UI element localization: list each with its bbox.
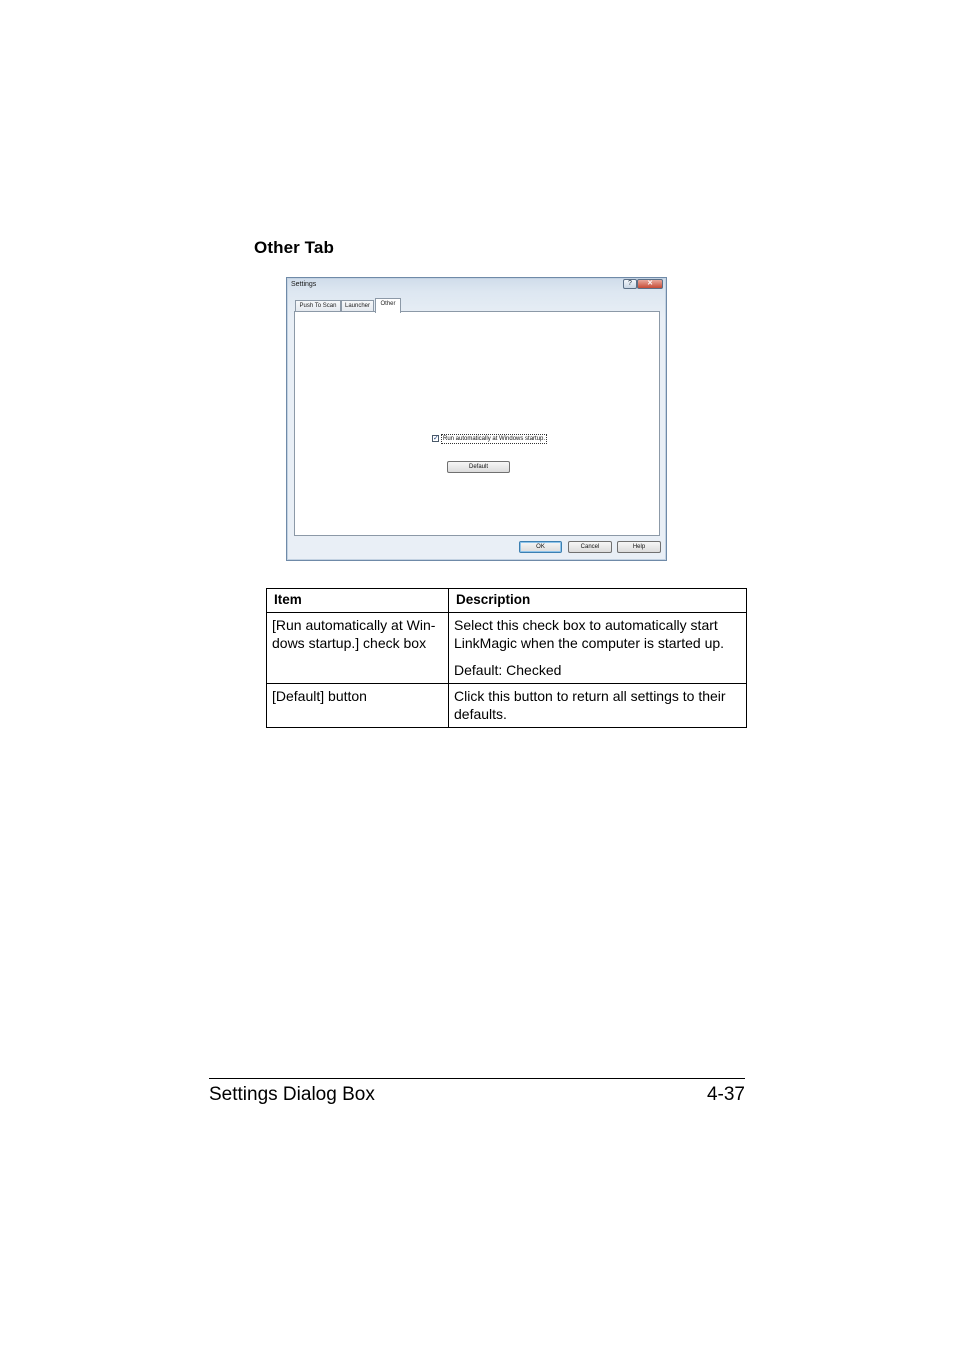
cancel-button[interactable]: Cancel bbox=[568, 541, 612, 553]
section-heading: Other Tab bbox=[254, 238, 334, 257]
page-number: 4-37 bbox=[706, 1084, 745, 1105]
tab-other[interactable]: Other bbox=[375, 298, 401, 313]
table-row bbox=[267, 613, 747, 684]
footer-divider bbox=[209, 1078, 745, 1079]
tab-push-to-scan[interactable]: Push To Scan bbox=[295, 300, 341, 312]
header-item: Item bbox=[267, 589, 449, 613]
default-note: Default: Checked bbox=[454, 662, 562, 678]
close-icon[interactable]: ✕ bbox=[637, 279, 663, 289]
checkbox-check-icon[interactable]: ✓ bbox=[433, 435, 439, 442]
description-table bbox=[266, 588, 747, 728]
tab-panel-other bbox=[294, 311, 660, 536]
help-button[interactable]: Help bbox=[617, 541, 661, 553]
row-description bbox=[449, 613, 747, 684]
row-description bbox=[449, 684, 747, 728]
dialog-titlebar bbox=[287, 278, 666, 293]
dialog-title: Settings bbox=[291, 281, 317, 288]
description-text: Click this button to return all settings to their defaults. bbox=[454, 688, 726, 722]
table-header-row bbox=[267, 589, 747, 613]
footer-title: Settings Dialog Box bbox=[209, 1084, 375, 1105]
default-button[interactable]: Default bbox=[447, 461, 510, 473]
row-item: [Default] button bbox=[267, 684, 449, 728]
run-at-startup-checkbox[interactable] bbox=[432, 433, 547, 444]
row-item: [Run automatically at Win-dows startup.] check box bbox=[267, 613, 449, 684]
description-text: Select this check box to automatically start LinkMagic when the computer is started up. bbox=[454, 617, 725, 651]
tab-launcher[interactable]: Launcher bbox=[341, 300, 374, 312]
table-row bbox=[267, 684, 747, 728]
help-icon[interactable]: ? bbox=[623, 279, 637, 289]
header-description: Description bbox=[449, 589, 747, 613]
settings-dialog-screenshot bbox=[286, 277, 667, 561]
checkbox-label[interactable]: Run automatically at Windows startup. bbox=[443, 435, 546, 442]
ok-button[interactable]: OK bbox=[519, 541, 562, 553]
